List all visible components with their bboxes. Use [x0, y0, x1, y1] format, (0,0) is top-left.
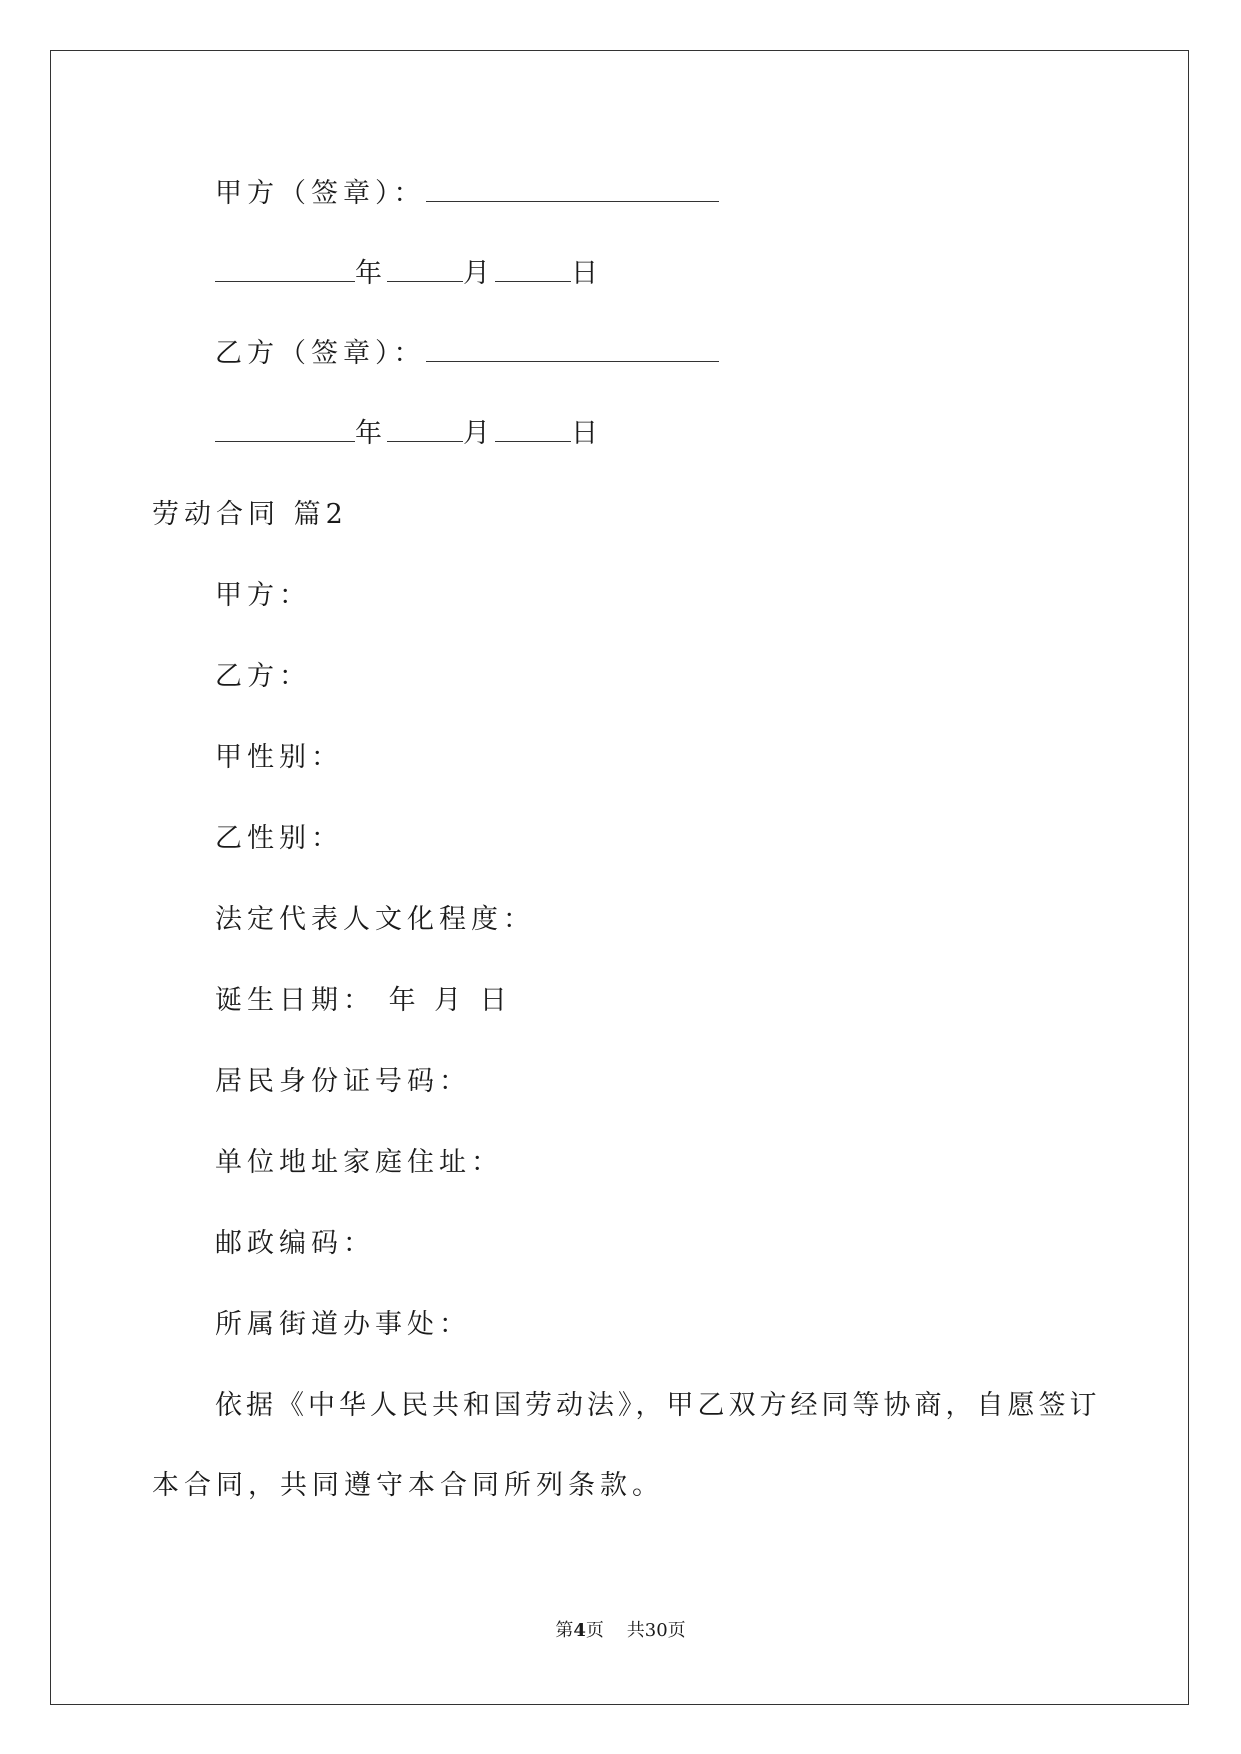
year-blank [215, 261, 355, 282]
party-a-signature-label: 甲方（签章）： [215, 178, 426, 209]
party-b-signature-line [215, 340, 719, 367]
year-label: 年 [355, 258, 387, 289]
field-party-b-gender: 乙性别： [215, 823, 343, 854]
field-party-b: 乙方： [215, 661, 311, 692]
month-label: 月 [463, 258, 495, 289]
day-label: 日 [571, 258, 603, 289]
party-b-date-line [215, 420, 603, 447]
footer-page-word: 页 [585, 1620, 604, 1641]
field-subdistrict-office: 所属街道办事处： [215, 1309, 471, 1340]
party-a-date-line [215, 260, 603, 287]
day-label: 日 [571, 418, 603, 449]
current-page-number: 4 [573, 1620, 586, 1641]
field-address: 单位地址家庭住址： [215, 1147, 503, 1178]
day-blank [495, 261, 571, 282]
year-label: 年 [355, 418, 387, 449]
footer-total-suffix: 页 [667, 1620, 686, 1641]
footer-prefix: 第 [555, 1620, 574, 1641]
section-title: 劳动合同 篇2 [152, 499, 348, 530]
day-blank [495, 421, 571, 442]
party-b-signature-label: 乙方（签章）： [215, 338, 426, 369]
field-birth-date: 诞生日期： 年 月 日 [215, 985, 512, 1016]
month-blank [387, 261, 463, 282]
field-education: 法定代表人文化程度： [215, 904, 535, 935]
year-blank [215, 421, 355, 442]
field-id-number: 居民身份证号码： [215, 1066, 471, 1097]
month-blank [387, 421, 463, 442]
body-paragraph-line-1: 依据《中华人民共和国劳动法》，甲乙双方经同等协商，自愿签订 [215, 1390, 1101, 1421]
body-paragraph-line-2: 本合同，共同遵守本合同所列条款。 [152, 1470, 664, 1501]
page-footer [0, 1622, 1241, 1640]
total-pages-number: 30 [644, 1620, 668, 1641]
field-party-a: 甲方： [215, 580, 311, 611]
page-border [50, 50, 1189, 1705]
party-a-signature-blank [426, 181, 719, 202]
field-postal-code: 邮政编码： [215, 1228, 375, 1259]
month-label: 月 [463, 418, 495, 449]
party-a-signature-line [215, 180, 719, 207]
footer-total-prefix: 共 [626, 1620, 645, 1641]
party-b-signature-blank [426, 341, 719, 362]
field-party-a-gender: 甲性别： [215, 742, 343, 773]
